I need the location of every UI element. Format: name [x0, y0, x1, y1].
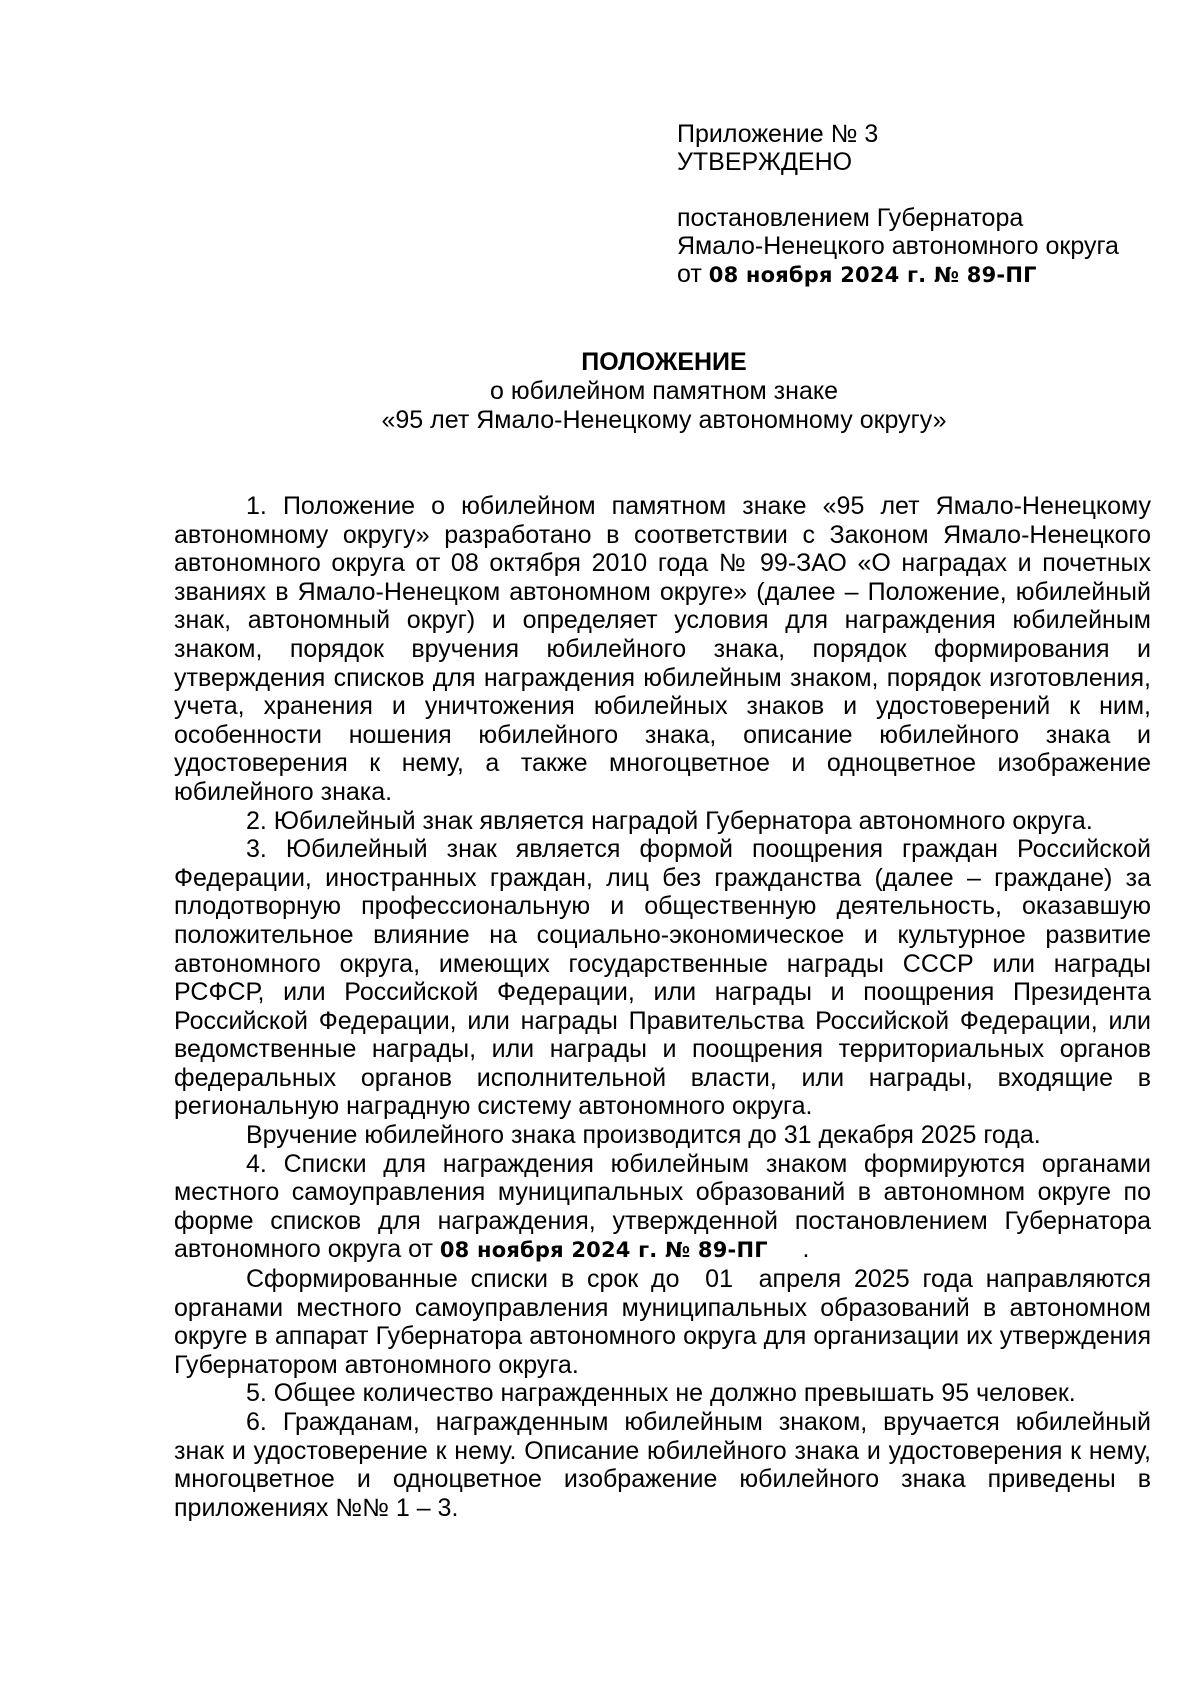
paragraph-4-end: . — [767, 1235, 810, 1264]
document-subtitle-2: «95 лет Ямало-Ненецкому автономному округу» — [381, 406, 947, 434]
document-subtitle-1: о юбилейном памятном знаке — [490, 377, 838, 405]
decree-from: от — [677, 260, 709, 288]
paragraph-1: 1. Положение о юбилейном памятном знаке «95 лет Ямало-Ненецкому автономному округу» разработано в соответствии с Законом Ямало-Ненецкого автономного округа от 08 октября 2010 года № 99-ЗАО «О наградах и почетных званиях в Ямало-Ненецком автономном округе» (далее – Положение, юбилейный знак, автономный округ) и определяет условия для награждения юбилейным знаком, порядок вручения юбилейного знака, порядок формирования и утверждения списков для награждения юбилейным знаком, порядок изготовления, учета, хранения и уничтожения юбилейных знаков и удостоверений к ним, особенности ношения юбилейного знака, описание юбилейного знака и удостоверения к нему, а также многоцветное и одноцветное изображение юбилейного знака. — [174, 492, 1151, 806]
paragraph-3: 3. Юбилейный знак является формой поощрения граждан Российской Федерации, иностранных граждан, лиц без гражданства (далее – граждане) за плодотворную профессиональную и общественную деятельность, оказавшую положительное влияние на социально-экономическое и культурное развитие автономного округа, имеющих государственные награды СССР или награды РСФСР, или Российской Федерации, или награды и поощрения Президента Российской Федерации, или награды Правительства Российской Федерации, или ведомственные награды, или награды и поощрения территориальных органов федеральных органов исполнительной власти, или награды, входящие в региональную наградную систему автономного округа. — [174, 835, 1151, 1121]
paragraph-4-text: 4. Списки для награждения юбилейным знаком формируются органами местного самоуправления муниципальных образований в автономном округе по форме списков для награждения, утвержденной постановлением Губернатора автономного округа от — [174, 1149, 1151, 1264]
decree-date-line — [677, 260, 1177, 289]
paragraph-4b: Сформированные списки в срок до 01 апреля 2025 года направляются органами местного самоуправления муниципальных образований в автономном округе в аппарат Губернатора автономного округа для организации их утверждения Губернатором автономного округа. — [174, 1265, 1158, 1379]
decree-number: 08 ноября 2024 г. № 89-ПГ — [708, 263, 1037, 287]
approval-block — [677, 120, 1177, 289]
approved-label: УТВЕРЖДЕНО — [677, 148, 853, 176]
paragraph-6: 6. Гражданам, награжденным юбилейным знаком, вручается юбилейный знак и удостоверение к нему. Описание юбилейного знака и удостоверения к нему, многоцветное и одноцветное изображение юбилейного знака приведены в приложениях №№ 1 – 3. — [174, 1408, 1151, 1522]
document-body — [174, 492, 1158, 1522]
document-title: ПОЛОЖЕНИЕ — [581, 348, 747, 376]
paragraph-3b: Вручение юбилейного знака производится до 31 декабря 2025 года. — [246, 1121, 1041, 1150]
paragraph-2: 2. Юбилейный знак является наградой Губернатора автономного округа. — [246, 806, 1093, 835]
paragraph-5: 5. Общее количество награжденных не должно превышать 95 человек. — [246, 1379, 1076, 1408]
paragraph-4-decree-number: 08 ноября 2024 г. № 89-ПГ — [439, 1238, 768, 1263]
appendix-label: Приложение № 3 — [677, 120, 879, 148]
decree-line-2: Ямало-Ненецкого автономного округа — [677, 232, 1119, 260]
decree-line-1: постановлением Губернатора — [677, 204, 1024, 232]
paragraph-4 — [174, 1150, 1151, 1265]
document-heading — [0, 348, 1200, 435]
